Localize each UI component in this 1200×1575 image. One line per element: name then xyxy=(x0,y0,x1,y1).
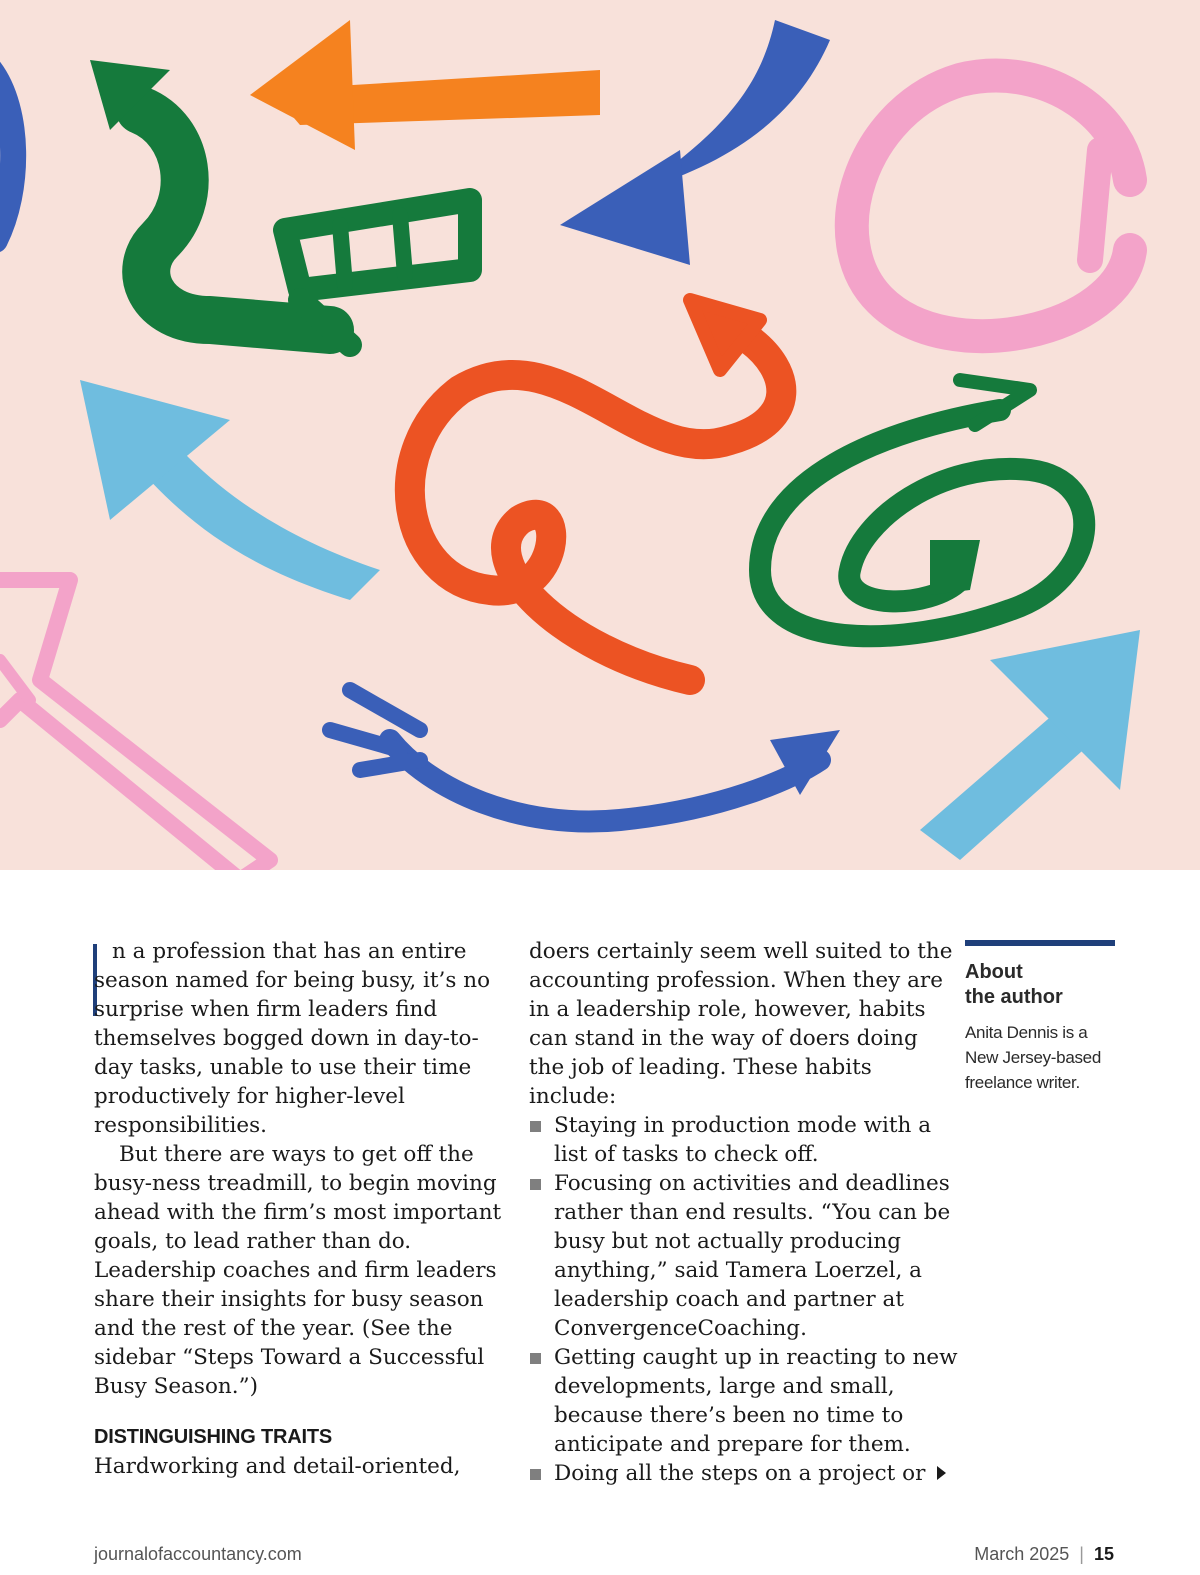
red-squiggle-arrow-icon xyxy=(410,300,781,680)
article-column-1 xyxy=(94,937,514,1481)
column2-paragraph: doers certainly seem well suited to the accounting profession. When they are in a leadership role, however, habits can stand in the way of doers doing the job of leading. These habits include: xyxy=(529,939,953,1109)
green-spiral-arrow-icon xyxy=(760,380,1084,636)
sidebar-heading-line1: About xyxy=(965,961,1023,983)
orange-arrow-icon xyxy=(250,20,600,150)
light-blue-big-arrow-icon xyxy=(920,630,1140,860)
list-item: Staying in production mode with a list of tasks to check off. xyxy=(529,1111,959,1169)
sidebar-heading xyxy=(965,960,1115,1010)
footer-separator: | xyxy=(1079,1544,1084,1564)
intro-lead-text: n a profession that has an entire season named for being busy, it’s no surprise when firm leaders find xyxy=(94,939,491,1022)
section-subhead: DISTINGUISHING TRAITS xyxy=(94,1426,333,1448)
blue-feather-arrow-icon xyxy=(330,690,840,822)
third-paragraph: Hardworking and detail-oriented, xyxy=(94,1454,461,1479)
footer-date: March 2025 xyxy=(974,1544,1070,1564)
footer-site: journalofaccountancy.com xyxy=(94,1544,302,1564)
page-footer xyxy=(94,1544,1114,1568)
habits-list xyxy=(529,1111,959,1488)
pink-loop-arrow-icon xyxy=(852,76,1130,337)
triangle-right-icon xyxy=(937,1466,946,1480)
page-number: 15 xyxy=(1093,1544,1114,1564)
intro-rest-text: themselves bogged down in day-to-day tasks, unable to use their time productively for higher-level responsibilities. xyxy=(94,1026,479,1138)
second-paragraph: But there are ways to get off the busy-ness treadmill, to begin moving ahead with the firm’s most important goals, to lead rather than do. Leadership coaches and firm leaders share their insights for busy season and the rest of the year. (See the sidebar “Steps Toward a Successful Busy Season.”) xyxy=(94,1142,502,1399)
list-item: Focusing on activities and deadlines rather than end results. “You can be busy but not actually producing anything,” said Tamera Loerzel, a leadership coach and partner at ConvergenceCoaching. xyxy=(529,1169,959,1343)
blue-edge-arrow-icon xyxy=(0,70,13,240)
list-item: Doing all the steps on a project or xyxy=(529,1459,959,1488)
list-item: Getting caught up in reacting to new developments, large and small, because there’s been no time to anticipate and prepare for them. xyxy=(529,1343,959,1459)
light-blue-arrow-icon xyxy=(80,380,380,600)
footer-right xyxy=(974,1544,1114,1565)
sidebar-heading-line2: the author xyxy=(965,986,1063,1008)
blue-arrow-icon xyxy=(560,20,830,265)
author-bio: Anita Dennis is a New Jersey-based freelance writer. xyxy=(965,1023,1101,1092)
about-author-sidebar xyxy=(965,940,1115,1095)
intro-paragraph xyxy=(94,937,514,1140)
pink-outline-arrow-icon xyxy=(0,580,270,870)
article-column-2 xyxy=(529,937,959,1488)
